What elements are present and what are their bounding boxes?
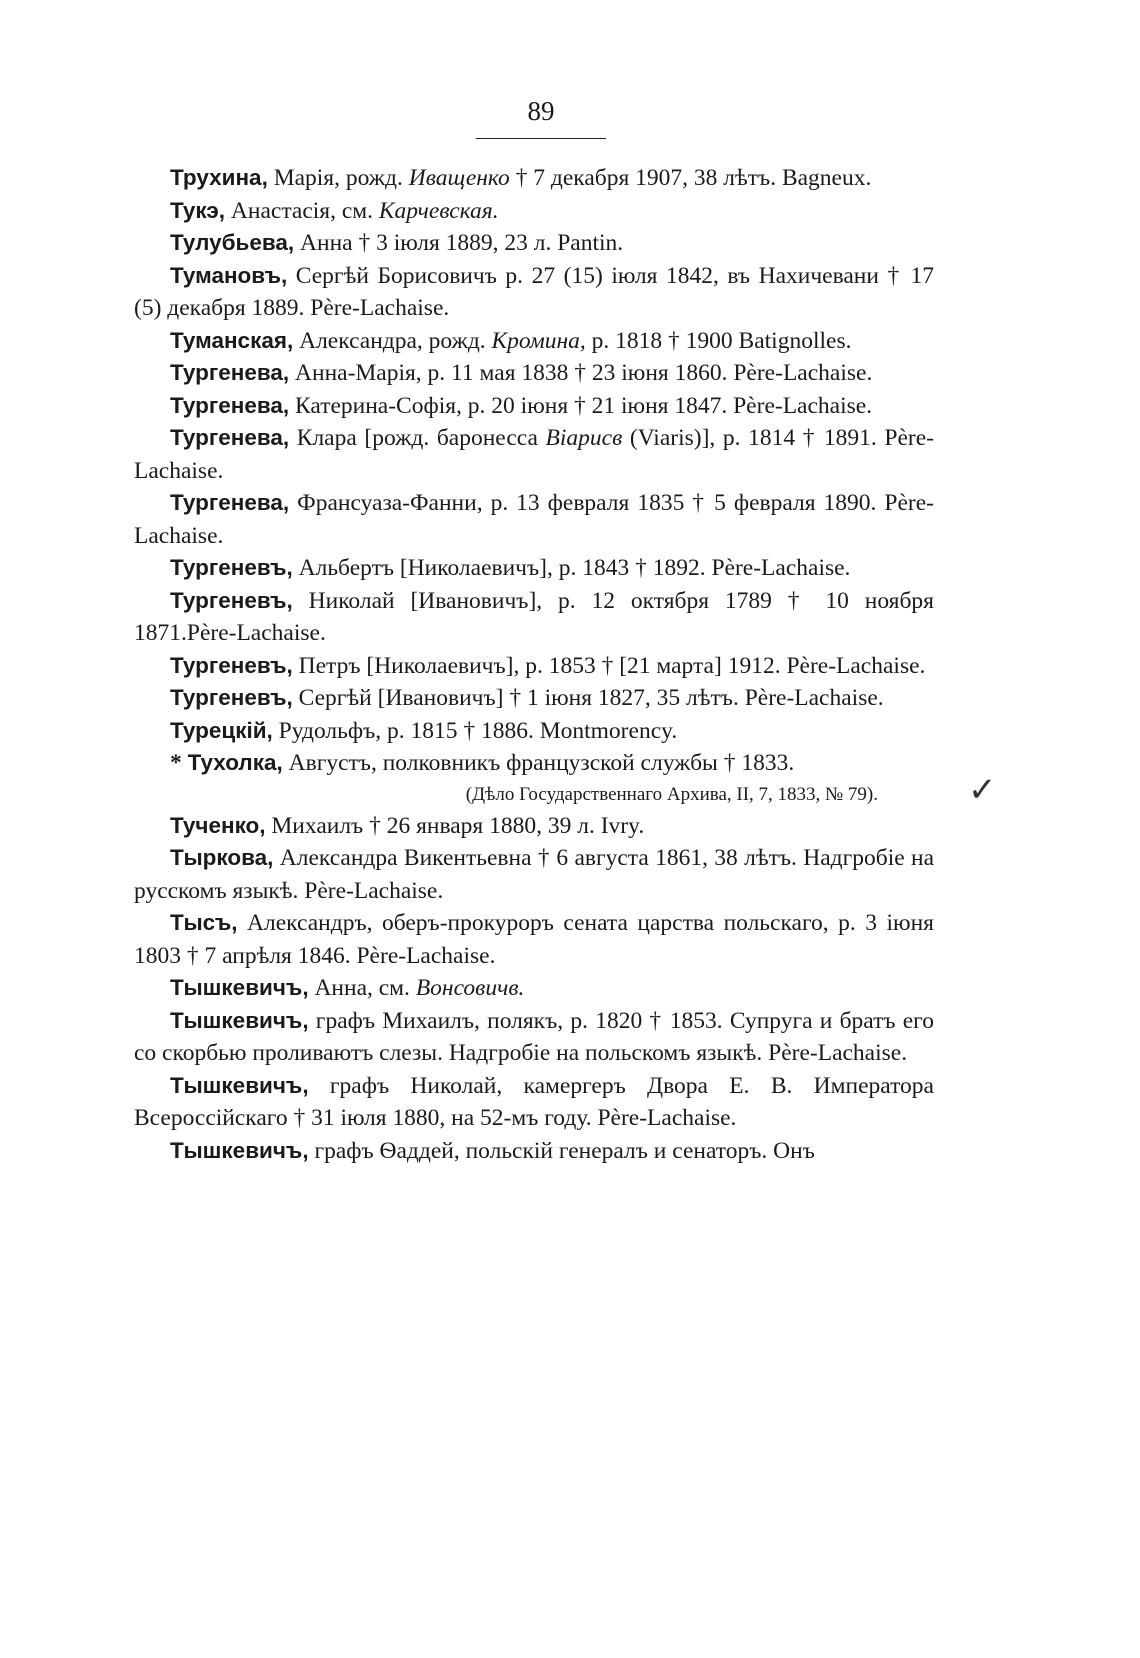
entries-list xyxy=(134,162,934,1167)
entry-surname: Тышкевичъ, xyxy=(170,1137,309,1163)
entry-surname: Тургеневъ, xyxy=(170,587,293,613)
entry xyxy=(134,650,934,683)
entry-surname: Трухина, xyxy=(170,165,268,190)
entry-italic: Кромина, xyxy=(491,327,586,354)
entry-text: Марія, рожд. xyxy=(267,165,409,191)
entry-text: Анастасія, см. xyxy=(225,197,379,224)
entry-surname: Тургеневъ, xyxy=(170,685,293,710)
entry xyxy=(134,682,934,715)
entry xyxy=(134,1070,934,1135)
entry-italic: Віарисв xyxy=(545,425,623,451)
entry xyxy=(134,810,934,843)
entry-text: Александра, рожд. xyxy=(293,327,492,354)
entry-text: Анна-Марія, р. 11 мая 1838 † 23 іюня 1860. Père-Lachaise. xyxy=(289,360,873,386)
entry-text: Катерина-Софія, р. 20 іюня † 21 іюня 1847. Père-Lachaise. xyxy=(289,392,873,419)
entry-text: Клара [рожд. баронесса xyxy=(289,425,546,451)
entry-surname: Тышкевичъ, xyxy=(170,1072,309,1098)
archive-note: (Дѣло Государственнаго Архива, II, 7, 1833, № 79). xyxy=(465,783,878,805)
page-number-rule xyxy=(476,138,606,139)
entry xyxy=(134,195,934,228)
entry xyxy=(134,1135,934,1168)
entry xyxy=(134,487,934,552)
entry-surname: Тургенева, xyxy=(170,490,290,515)
entry-surname: Тургеневъ, xyxy=(170,555,293,580)
entry xyxy=(134,227,934,260)
entry-text: Рудольфъ, р. 1815 † 1886. Montmorency. xyxy=(272,717,678,744)
entry xyxy=(134,325,934,358)
entry-italic: Карчевская. xyxy=(378,197,499,224)
entry-surname: Тышкевичъ, xyxy=(170,1007,309,1033)
entry-text: Петръ [Николаевичъ], р. 1853 † [21 марта] 1912. Père-Lachaise. xyxy=(292,652,926,679)
page-number: 89 xyxy=(527,96,555,126)
entry-surname: Тургенева, xyxy=(170,425,290,450)
entry-surname: Тыркова, xyxy=(170,845,274,870)
entry xyxy=(134,162,934,195)
entry-asterisk: * xyxy=(170,750,188,776)
entry-text: Александра Викентьевна † 6 августа 1861, 38 лѣтъ. Надгробіе на русскомъ языкѣ. Père-Lachaise. xyxy=(134,845,934,904)
entry-surname: Турецкій, xyxy=(170,717,273,743)
entry xyxy=(134,357,934,390)
entry-text: Николай [Ивановичъ], р. 12 октября 1789 † 10 ноября 1871.Père-Lachaise. xyxy=(134,587,934,646)
entry xyxy=(134,390,934,423)
entry xyxy=(134,260,934,325)
entry xyxy=(134,422,934,487)
entry-text: графъ Ѳаддей, польскій генералъ и сенаторъ. Онъ xyxy=(308,1137,815,1164)
entry xyxy=(134,907,934,972)
entry-text-after: (Viaris)], р. 1814 † 1891. Père-Lachaise. xyxy=(134,425,934,484)
entry-surname: Тысъ, xyxy=(170,910,238,935)
entry-text: Сергѣй [Ивановичъ] † 1 іюня 1827, 35 лѣтъ. Père-Lachaise. xyxy=(292,685,884,711)
entry-surname: Тумановъ, xyxy=(170,262,288,288)
entry-text-after: р. 1818 † 1900 Batignolles. xyxy=(585,327,852,354)
entry xyxy=(134,972,934,1005)
entry xyxy=(134,747,934,780)
entry-text: Августъ, полковникъ французской службы † 1833. xyxy=(282,750,795,776)
entry-text: Франсуаза-Фанни, р. 13 февраля 1835 † 5 февраля 1890. Père-Lachaise. xyxy=(134,490,934,549)
margin-checkmark: ✓ xyxy=(968,772,997,809)
entry-text: Сергѣй Борисовичъ р. 27 (15) іюля 1842, въ Нахичевани † 17 (5) декабря 1889. Père-Lachaise. xyxy=(134,262,934,321)
entry xyxy=(134,585,934,650)
entry xyxy=(134,1005,934,1070)
entry-text: графъ Николай, камергеръ Двора Е. В. Императора Всероссійскаго † 31 іюля 1880, на 52-мъ году. Père-Lachaise. xyxy=(134,1072,934,1131)
entry xyxy=(134,842,934,907)
entry-surname: Тургенева, xyxy=(170,360,290,385)
entry-surname: Туманская, xyxy=(170,327,294,353)
entry-surname: Тургеневъ, xyxy=(170,652,293,678)
entry xyxy=(134,552,934,585)
entry-surname: Тукэ, xyxy=(170,197,226,223)
entry-italic: Иващенко xyxy=(408,165,510,191)
entry-text: графъ Михаилъ, полякъ, р. 1820 † 1853. Супруга и братъ его со скорбью проливаютъ слезы. Надгробіе на польскомъ языкѣ. Père-Lachaise. xyxy=(134,1007,934,1066)
entry-text: Анна, см. xyxy=(308,975,416,1001)
entry-surname: Тышкевичъ, xyxy=(170,975,309,1000)
entry-text-after: † 7 декабря 1907, 38 лѣтъ. Bagneux. xyxy=(509,165,872,191)
entry-italic: Вонсовичв. xyxy=(415,975,525,1001)
entry-surname: Тургенева, xyxy=(170,392,290,418)
entry-text: Михаилъ † 26 января 1880, 39 л. Ivry. xyxy=(265,812,645,839)
entry-text: Альбертъ [Николаевичъ], р. 1843 † 1892. Père-Lachaise. xyxy=(292,555,851,581)
entry-surname: Тученко, xyxy=(170,812,266,838)
entry-text: Александръ, оберъ-прокуроръ сената царства польскаго, р. 3 іюня 1803 † 7 апрѣля 1846. Père-Lachaise. xyxy=(134,910,934,969)
entry-text: Анна † 3 іюля 1889, 23 л. Pantin. xyxy=(294,230,624,256)
entry xyxy=(134,715,934,748)
entry-surname: Тухолка, xyxy=(187,750,283,775)
entry-surname: Тулубьева, xyxy=(170,230,295,255)
